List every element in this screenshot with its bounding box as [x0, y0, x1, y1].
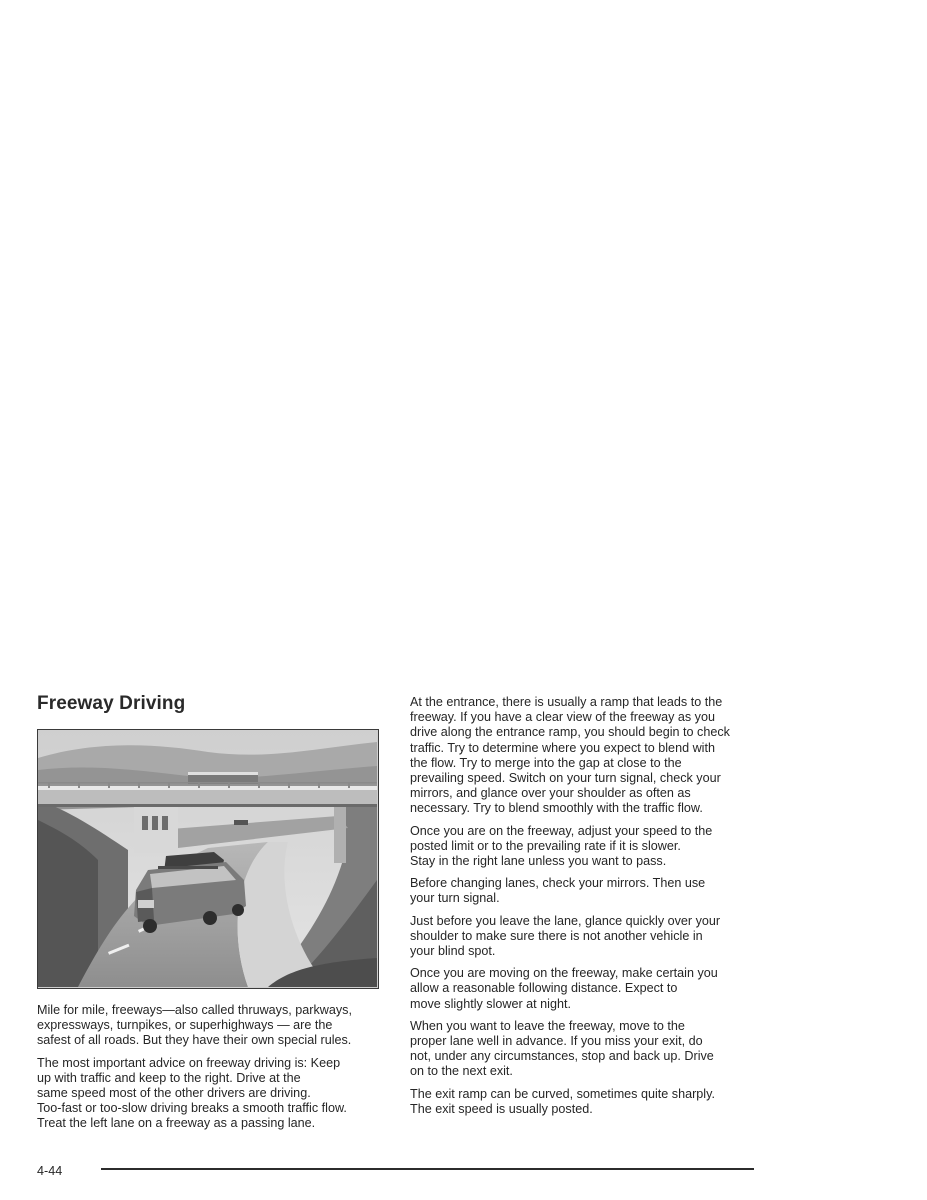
paragraph: Once you are on the freeway, adjust your speed to the posted limit or to the prevailing rate if it is slower. Stay in the right lane unless you want to pass.	[410, 823, 713, 869]
paragraph: At the entrance, there is usually a ramp that leads to the freeway. If you have a clear view of the freeway as you drive along the entrance ramp, you should begin to check traffic. Try to determine where you expect to blend with the flow. Try to merge into the gap at close to the prevailing speed. Switch on your turn signal, check your mirrors, and glance over your shoulder as often as necessary. Try to blend smoothly with the traffic flow.	[410, 695, 730, 816]
overpass-bridge	[38, 788, 377, 804]
paragraph: When you want to leave the freeway, move to the proper lane well in advance. If you miss your exit, do not, under any circumstances, stop and back up. Drive on to the next exit.	[410, 1018, 714, 1079]
freeway-illustration	[37, 729, 379, 989]
paragraph: Before changing lanes, check your mirrors. Then use your turn signal.	[410, 876, 706, 906]
paragraph: The exit ramp can be curved, sometimes quite sharply. The exit speed is usually posted.	[410, 1086, 715, 1116]
paragraph: The most important advice on freeway driving is: Keep up with traffic and keep to the right. Drive at the same speed most of the other drivers are driving. Too-fast or too-slow driving breaks a smooth traffic flow. Treat the left lane on a freeway as a passing lane.	[37, 1055, 347, 1131]
distant-car	[234, 820, 248, 825]
footer-divider	[101, 1168, 754, 1170]
page-number: 4-44	[37, 1164, 63, 1178]
left-column	[37, 1003, 385, 1139]
right-column	[410, 695, 760, 1124]
section-heading: Freeway Driving	[37, 693, 186, 714]
paragraph: Just before you leave the lane, glance quickly over your shoulder to make sure there is not another vehicle in your blind spot.	[410, 913, 721, 959]
bridge-pillar-right	[334, 807, 346, 863]
paragraph: Once you are moving on the freeway, make certain you allow a reasonable following distance. Expect to move slightly slower at night.	[410, 966, 718, 1011]
paragraph: Mile for mile, freeways—also called thruways, parkways, expressways, turnpikes, or superhighways — are the safest of all roads. But they have their own special rules.	[37, 1003, 352, 1048]
